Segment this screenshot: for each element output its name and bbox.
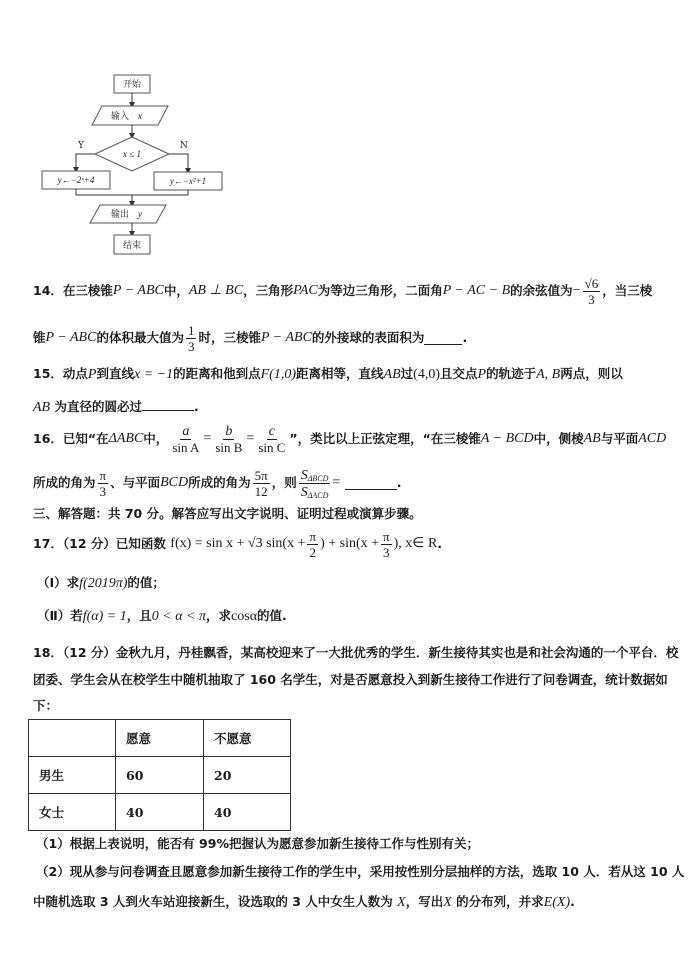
table-row: [29, 757, 291, 794]
q17-part2-expr: f(α) = 1: [82, 609, 127, 624]
q16-end: .: [396, 475, 402, 490]
q17-pi-half: [307, 529, 318, 560]
q17-text: ，且: [126, 608, 152, 623]
q16-s-den: S: [300, 484, 308, 500]
table-cell: 男生: [29, 757, 116, 794]
table-cell: 60: [116, 757, 204, 794]
q15-text: 过: [400, 366, 414, 381]
table-cell: 40: [204, 794, 291, 831]
q17-part1: [37, 575, 165, 592]
q16-triangle: ΔABC: [108, 431, 144, 446]
survey-table: [28, 719, 291, 831]
flowchart-output-var: y: [138, 209, 142, 219]
q16-line2: [33, 466, 401, 500]
flowchart-input-var: x: [138, 111, 142, 121]
table-header-row: [29, 720, 291, 757]
q14-text: 时，三棱锥: [198, 330, 261, 345]
q17-part2-cos: cosα: [231, 609, 258, 624]
q15-ab: AB: [33, 400, 51, 415]
q16-acd: ACD: [638, 431, 667, 446]
q18-expectation: E(X): [543, 895, 571, 910]
q15-p: P: [87, 367, 97, 382]
q17-part1-expr: f(2019π): [79, 576, 128, 591]
flowchart-input-label: 输入: [110, 112, 130, 122]
q18-sub1: （1）根据上表说明，能否有 99%把握认为愿意参加新生接待工作与性别有关；: [36, 836, 479, 851]
q16-text: 中，侧棱: [533, 431, 584, 446]
q14-cos-num: √6: [584, 275, 599, 291]
q18-sub2-line2: [33, 894, 575, 911]
q16-bcd: BCD: [160, 475, 189, 490]
q18-text: 中随机选取 3 人到火车站迎接新生，设选取的 3 人中女生人数为: [33, 894, 393, 909]
q14-pabc: P − ABC: [260, 330, 312, 345]
q16-a1-den: 3: [99, 483, 107, 499]
q16-text: ，则: [271, 475, 297, 490]
q17-two: 2: [309, 544, 317, 560]
table-header-cell: 愿意: [116, 720, 204, 757]
q16-line1: [33, 422, 666, 456]
q14-text: 的体积最大值为: [96, 330, 184, 345]
q14-line2: [33, 321, 467, 355]
q14-text: 中，: [163, 283, 189, 298]
q15-point-f: F(1,0): [260, 367, 297, 382]
q17-line1: [33, 527, 442, 561]
q15-text: 距离相等，直线: [296, 366, 384, 381]
q14-text: 为等边三角形，二面角: [317, 283, 443, 298]
q16-a1-num: π: [99, 467, 107, 483]
q15-text: 动点: [62, 366, 88, 381]
flowchart-yes-label: Y: [78, 141, 84, 151]
q14-end: .: [462, 330, 468, 345]
q16-s-num-sub: ΔBCD: [307, 473, 329, 483]
flowchart-input-box: [92, 106, 168, 125]
q18-x: X: [443, 895, 452, 910]
q15-text: 两点，则以: [560, 366, 623, 381]
q17-function-mid: ) + sin(x +: [320, 536, 380, 551]
table-cell: 女士: [29, 794, 116, 831]
table-header-cell: 不愿意: [204, 720, 291, 757]
q15-line1: [33, 366, 623, 383]
table-cell: 40: [116, 794, 204, 831]
q15-number: 15．: [33, 366, 63, 381]
q17-pi: π: [383, 528, 390, 544]
q16-a2-num: 5π: [254, 467, 268, 483]
q15-text: 的轨迹于: [486, 366, 537, 381]
q16-s-den-sub: ΔACD: [307, 490, 329, 500]
q16-number: 16．: [33, 431, 63, 446]
q16-f1-num: a: [182, 423, 190, 439]
q14-text: 的外接球的表面积为: [311, 330, 425, 345]
section-heading: 三、解答题：共 70 分。解答应写出文字说明、证明过程或演算步骤。: [33, 506, 422, 521]
q15-text: 为直径的圆必过: [54, 399, 142, 414]
q16-text: 、与平面: [110, 475, 161, 490]
q16-ab: AB: [583, 431, 601, 446]
q16-text: 与平面: [600, 431, 639, 446]
q14-cos-den: 3: [588, 291, 595, 307]
q16-eq: =: [203, 431, 212, 446]
flowchart-end-label: 结束: [122, 241, 142, 251]
table-header-cell: [29, 720, 116, 757]
q17-text: ，求: [206, 608, 232, 623]
q16-f3-den: sin C: [258, 439, 286, 455]
q16-angle2: [253, 468, 270, 499]
q14-perp: AB ⊥ BC: [188, 283, 244, 298]
q15-ab: AB: [383, 367, 401, 382]
flowchart-yes-branch: y←−2ˣ+4: [57, 175, 95, 185]
q18-end: .: [570, 894, 575, 909]
q16-eq: =: [332, 475, 341, 490]
q18-line3: 下：: [33, 698, 59, 713]
q14-pac: PAC: [293, 283, 318, 298]
q14-pabc: P − ABC: [45, 330, 97, 345]
q14-answer-blank[interactable]: [424, 332, 462, 345]
q16-answer-blank[interactable]: [345, 477, 397, 490]
q16-text: 所成的角为: [33, 475, 96, 490]
q17-part2-range: 0 < α < π: [151, 609, 207, 624]
q14-text: ，三角形: [243, 283, 294, 298]
q14-text: 锥: [33, 330, 46, 345]
q14-dihedral: P − AC − B: [442, 283, 511, 298]
flowchart-condition: x ≤ 1: [123, 149, 141, 159]
q17-part2: [37, 608, 287, 625]
q17-part2-end: 的值.: [257, 608, 287, 623]
q15-ab-points: A, B: [536, 367, 561, 382]
q14-number: 14．: [33, 283, 63, 298]
q17-pi-third: [381, 529, 392, 560]
q18-line2: 团委、学生会从在校学生中随机抽取了 160 名学生，对是否愿意投入到新生接待工作进行了问卷调查，统计数据如: [33, 672, 668, 687]
q16-text: 中，: [143, 431, 169, 446]
q15-line-eq: x = −1: [134, 367, 174, 382]
q15-line2: [33, 398, 199, 416]
q16-eq: =: [246, 431, 255, 446]
flowchart-start-label: 开始: [122, 80, 142, 90]
q17-three: 3: [383, 544, 390, 560]
q14-text: ，当三棱: [602, 283, 653, 298]
q14-cos-fraction: [583, 276, 601, 307]
flowchart-no-label: N: [180, 141, 188, 151]
q15-answer-blank[interactable]: [142, 398, 194, 411]
q15-text: 且交点: [439, 366, 478, 381]
q18-sub2-line1: （2）现从参与问卷调查且愿意参加新生接待工作的学生中，采用按性别分层抽样的方法，选取 10 人．若从这 10 人: [36, 864, 685, 879]
q17-part1-label: （Ⅰ）求: [37, 575, 80, 590]
q16-angle1: [98, 468, 109, 499]
q14-volume-fraction: [186, 323, 197, 354]
table-row: [29, 794, 291, 831]
q16-area-ratio: [299, 467, 331, 500]
flowchart-output-label: 输出: [110, 210, 130, 220]
q15-end: .: [193, 399, 199, 414]
q16-f2-num: b: [225, 423, 233, 439]
q14-text: 的余弦值为: [510, 283, 573, 298]
q16-fraction-c: [256, 424, 287, 455]
q16-text: 已知“在: [62, 431, 109, 446]
q14-line1: [33, 274, 652, 308]
q17-number: 17．（12 分）: [33, 536, 116, 551]
q17-text: 已知函数: [115, 536, 166, 551]
q16-f1-den: sin A: [172, 439, 200, 455]
q14-cos-sign: −: [572, 283, 581, 298]
q15-text: 到直线: [96, 366, 134, 381]
q16-text: 所成的角为: [188, 475, 251, 490]
q17-function: f(x) = sin x + √3 sin(x +: [170, 536, 306, 551]
q16-tetra: A − BCD: [480, 431, 534, 446]
q17-part1-end: 的值；: [127, 575, 165, 590]
q17-end: .: [437, 536, 443, 551]
q16-fraction-b: [213, 424, 244, 455]
q18-x: X: [397, 895, 406, 910]
q14-vol-num: 1: [187, 322, 195, 338]
flowchart: [40, 70, 240, 260]
q18-text: ，写出: [405, 894, 444, 909]
q16-a2-den: 12: [254, 483, 268, 499]
table-cell: 20: [204, 757, 291, 794]
q16-text: ”，类比以上正弦定理，“在三棱锥: [289, 431, 481, 446]
q16-f3-num: c: [268, 423, 275, 439]
q14-text: 在三棱锥: [62, 283, 113, 298]
q14-pabc: P − ABC: [112, 283, 164, 298]
flowchart-no-branch: y←−x²+1: [169, 176, 207, 186]
q15-text: 的距离和他到点: [173, 366, 261, 381]
q16-s-num: S: [300, 467, 308, 483]
q17-pi: π: [309, 528, 317, 544]
q17-function-tail: ), x∈ R: [393, 536, 438, 551]
q15-p: P: [477, 367, 487, 382]
q15-point: (4,0): [413, 367, 440, 382]
q18-line1: 18．（12 分）金秋九月，丹桂飘香，某高校迎来了一大批优秀的学生．新生接待其实也是和社会沟通的一个平台．校: [33, 645, 679, 660]
q16-fraction-a: [170, 424, 201, 455]
q17-part2-label: （Ⅱ）若: [37, 608, 83, 623]
q14-vol-den: 3: [187, 338, 195, 354]
q18-text: 的分布列，并求: [456, 894, 544, 909]
q16-f2-den: sin B: [215, 439, 243, 455]
